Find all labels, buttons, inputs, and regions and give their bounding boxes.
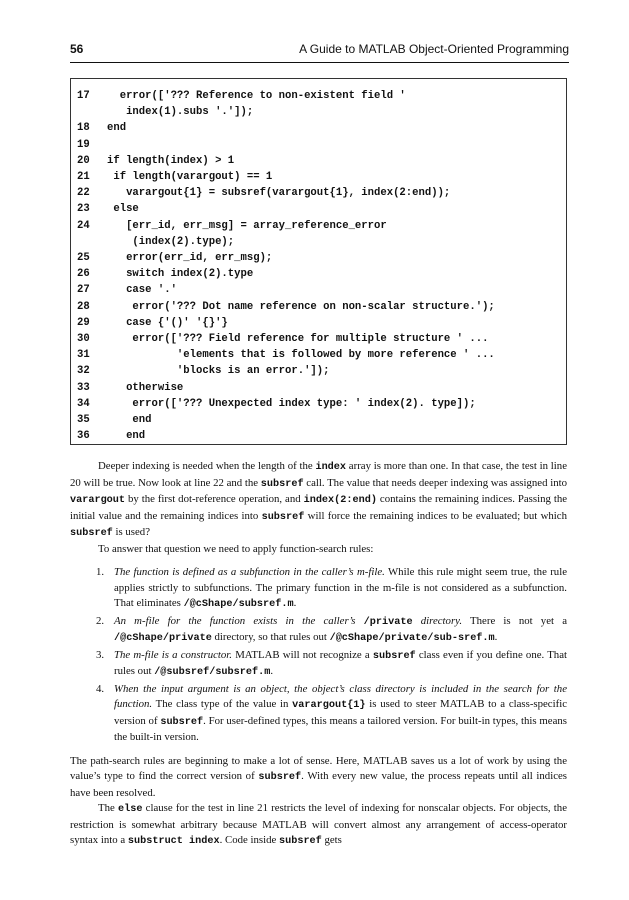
code-text: switch index(2).type [107, 268, 254, 281]
code-text: error(['??? Reference to non-existent field ' [107, 90, 406, 102]
code-term: subsref [258, 772, 302, 783]
text-run: is used to steer MATLAB to a class-specific version of [114, 698, 567, 727]
code-line [77, 412, 560, 428]
line-number: 32 [77, 365, 90, 378]
text-run: will force the remaining indices to be evaluated; but which [304, 509, 567, 522]
code-text: (index(2).type); [107, 235, 235, 248]
code-term: subsref [70, 528, 113, 539]
line-number: 18 [77, 122, 90, 135]
code-text: error(['??? Field reference for multiple structure ' ... [107, 333, 489, 345]
code-line [77, 104, 560, 120]
code-term: varargout [70, 495, 126, 506]
text-run: contains the remaining indices. Passing the initial value and the remaining indices into [70, 493, 568, 522]
text-run: gets [321, 834, 342, 846]
code-text: 'blocks is an error.']); [107, 365, 330, 378]
code-term: /@subsref/subsref.m [154, 667, 271, 678]
rule-item [70, 682, 567, 746]
code-term: subsref [261, 511, 305, 523]
code-line [77, 120, 560, 136]
code-text: error(['??? Unexpected index type: ' index(2). type]); [107, 397, 476, 410]
text-run: While this rule might seem true, the rule applies strictly to subfunctions. The primary function in the m-file is not considered as a subfunction. That eliminates [114, 566, 567, 609]
code-text: error('??? Dot name reference on non-scalar structure.'); [107, 300, 495, 313]
text-run: . [293, 597, 297, 609]
code-line [77, 331, 560, 347]
body-text [70, 459, 567, 850]
code-line [77, 282, 560, 298]
text-run: is used? [112, 526, 150, 538]
line-number: 25 [77, 252, 90, 264]
rule-item [70, 614, 567, 647]
code-term: /@cShape/private/sub-sref.m [329, 633, 495, 644]
rule-number: 1. [96, 566, 105, 578]
line-number: 21 [77, 171, 90, 183]
line-number: 36 [77, 430, 90, 443]
text-run: The class type of the value in [152, 698, 293, 710]
code-term: index(2:end) [303, 495, 377, 506]
code-text: end [107, 430, 146, 443]
text-run: . For user-defined types, this means a tailored version. For built-in types, this means the built-in version. [114, 714, 567, 743]
text-run: There is not yet a [462, 614, 567, 627]
line-number: 28 [77, 300, 90, 313]
code-text: if length(index) > 1 [107, 154, 235, 167]
code-term: else [117, 804, 143, 815]
text-run: . [494, 631, 498, 643]
function-search-rules [70, 565, 567, 746]
code-line [77, 363, 560, 379]
code-line [77, 266, 560, 282]
code-text: case {'()' '{}'} [107, 316, 228, 329]
paragraph-path-search [70, 754, 567, 802]
line-number: 29 [77, 316, 90, 329]
header-rule [70, 62, 569, 63]
rule-title: The function is defined as a subfunction in the caller’s m-file. [114, 566, 385, 578]
code-text: error(err_id, err_msg); [107, 252, 273, 264]
code-line [77, 185, 560, 201]
text-run: . With every new value, the process repeats until all indices have been resolved. [70, 770, 567, 799]
code-term: index [315, 462, 347, 473]
code-text: 'elements that is followed by more reference ' ... [107, 349, 495, 362]
code-text: end [107, 122, 127, 135]
code-term: /private [363, 616, 413, 628]
text-run: array is more than one. In that case, the test in line 20 will be true. Now look at line 22 and the [70, 460, 568, 489]
line-number: 33 [77, 381, 90, 394]
page-number: 56 [70, 42, 84, 56]
rule-number: 4. [96, 682, 105, 695]
code-text: varargout{1} = subsref(varargout{1}, index(2:end)); [107, 187, 451, 200]
code-line [77, 347, 560, 363]
code-term: subsref [260, 478, 304, 490]
code-line [77, 380, 560, 396]
code-line [77, 396, 560, 412]
paragraph-deeper-indexing [70, 459, 567, 542]
paragraph-else-clause [70, 801, 567, 850]
rule-number: 3. [96, 648, 105, 661]
line-number: 31 [77, 349, 90, 362]
rule-number: 2. [96, 614, 105, 627]
code-term: subsref [278, 836, 322, 847]
text-run: The [98, 802, 118, 814]
text-run: by the first dot-reference operation, and [125, 493, 304, 505]
line-number: 20 [77, 154, 90, 167]
line-number: 24 [77, 219, 90, 232]
code-term: varargout{1} [292, 700, 366, 711]
code-text: index(1).subs '.']); [107, 106, 254, 119]
text-run: . [270, 665, 274, 677]
code-line [77, 137, 560, 153]
text-run: The path-search rules are beginning to make a lot of sense. Here, MATLAB saves us a lot of work by using the value’s type to find the correct version of [70, 754, 567, 782]
rule-title: An m-file for the function exists in the caller’s [114, 614, 364, 627]
code-term: subsref [160, 716, 204, 728]
line-number: 17 [77, 90, 90, 102]
code-line [77, 315, 560, 331]
code-term: subsref [372, 650, 416, 662]
line-number: 34 [77, 397, 90, 410]
text-run: directory, so that rules out [211, 631, 330, 643]
code-line [77, 153, 560, 169]
line-number: 27 [77, 284, 90, 297]
code-text: end [107, 414, 152, 426]
rule-title: When the input argument is an object, the object’s class directory is included in the search for the function. [114, 682, 567, 710]
text-run: . Code inside [219, 834, 279, 846]
line-number: 26 [77, 268, 90, 281]
rule-item [70, 648, 567, 681]
code-text: otherwise [107, 381, 184, 394]
code-text: else [107, 203, 139, 216]
line-number: 23 [77, 203, 90, 216]
line-number: 30 [77, 333, 90, 345]
code-term: /@cShape/private [114, 633, 212, 644]
code-line [77, 299, 560, 315]
running-title: A Guide to MATLAB Object-Oriented Programming [299, 42, 569, 56]
code-line [77, 218, 560, 234]
rule-title: directory. [412, 614, 463, 627]
paragraph-search-rules-intro: To answer that question we need to apply function-search rules: [98, 542, 374, 555]
code-line [77, 88, 560, 104]
line-number: 35 [77, 414, 90, 426]
code-term: substruct index [127, 836, 220, 847]
text-run: class even if you define one. That rules out [114, 648, 567, 677]
text-run: call. The value that needs deeper indexing was assigned into [303, 476, 567, 489]
text-run: Deeper indexing is needed when the length of the [98, 460, 316, 472]
code-line [77, 428, 560, 444]
running-header [70, 42, 569, 58]
code-term: /@cShape/subsref.m [183, 599, 294, 610]
code-text: [err_id, err_msg] = array_reference_error [107, 219, 387, 232]
code-line [77, 250, 560, 266]
line-number: 22 [77, 187, 90, 200]
rule-item [70, 565, 567, 613]
text-run: MATLAB will not recognize a [232, 648, 373, 661]
code-text: case '.' [107, 284, 177, 297]
text-run: clause for the test in line 21 restricts the level of indexing for nonscalar objects. For objects, the restriction is somewhat arbitrary because MATLAB will convert almost any arrangement of access-operator syntax into a [70, 802, 567, 846]
code-line [77, 201, 560, 217]
code-line [77, 169, 560, 185]
code-listing [70, 78, 567, 445]
line-number: 19 [77, 138, 90, 151]
rule-title: The m-file is a constructor. [114, 648, 233, 661]
code-text: if length(varargout) == 1 [107, 171, 273, 183]
code-line [77, 234, 560, 250]
